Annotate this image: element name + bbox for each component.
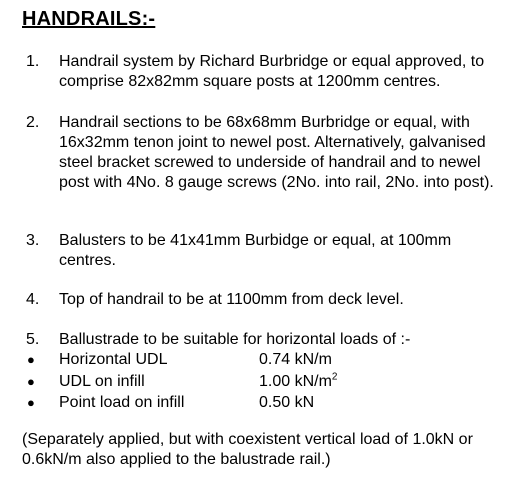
bullet-icon: ● (27, 352, 35, 367)
load-label: Point load on infill (59, 394, 185, 411)
section-heading: HANDRAILS:- (22, 8, 156, 30)
bullet-icon: ● (27, 374, 35, 389)
load-note: (Separately applied, but with coexistent vertical load of 1.0kN or 0.6kN/m also applied to the balustrade rail.) (22, 431, 473, 468)
item-text: Ballustrade to be suitable for horizontal loads of :- (59, 331, 411, 348)
item-text: Handrail system by Richard Burbridge or equal approved, to comprise 82x82mm square posts at 1200mm centres. (59, 53, 485, 90)
item-number: 3. (26, 232, 40, 249)
item-text: Handrail sections to be 68x68mm Burbridge or equal, with 16x32mm tenon joint to newel post. Alternatively, galvanised steel bracket screwed to underside of handrail and to newel post with 4No. 8 gauge screws (2No. into rail, 2No. into post). (59, 114, 494, 191)
item-text: Top of handrail to be at 1100mm from deck level. (59, 291, 404, 308)
item-number: 1. (26, 53, 40, 70)
bullet-icon: ● (27, 395, 35, 410)
item-number: 2. (26, 114, 40, 131)
load-label: Horizontal UDL (59, 351, 168, 368)
load-value: 1.00 $kN/m^2$ (259, 371, 338, 390)
load-value: 0.74 kN/m (259, 351, 332, 368)
item-number: 5. (26, 331, 40, 348)
item-number: 4. (26, 291, 40, 308)
load-label: UDL on infill (59, 373, 145, 390)
item-text: Balusters to be 41x41mm Burbidge or equal, at 100mm centres. (59, 232, 452, 269)
load-value: 0.50 kN (259, 394, 315, 411)
